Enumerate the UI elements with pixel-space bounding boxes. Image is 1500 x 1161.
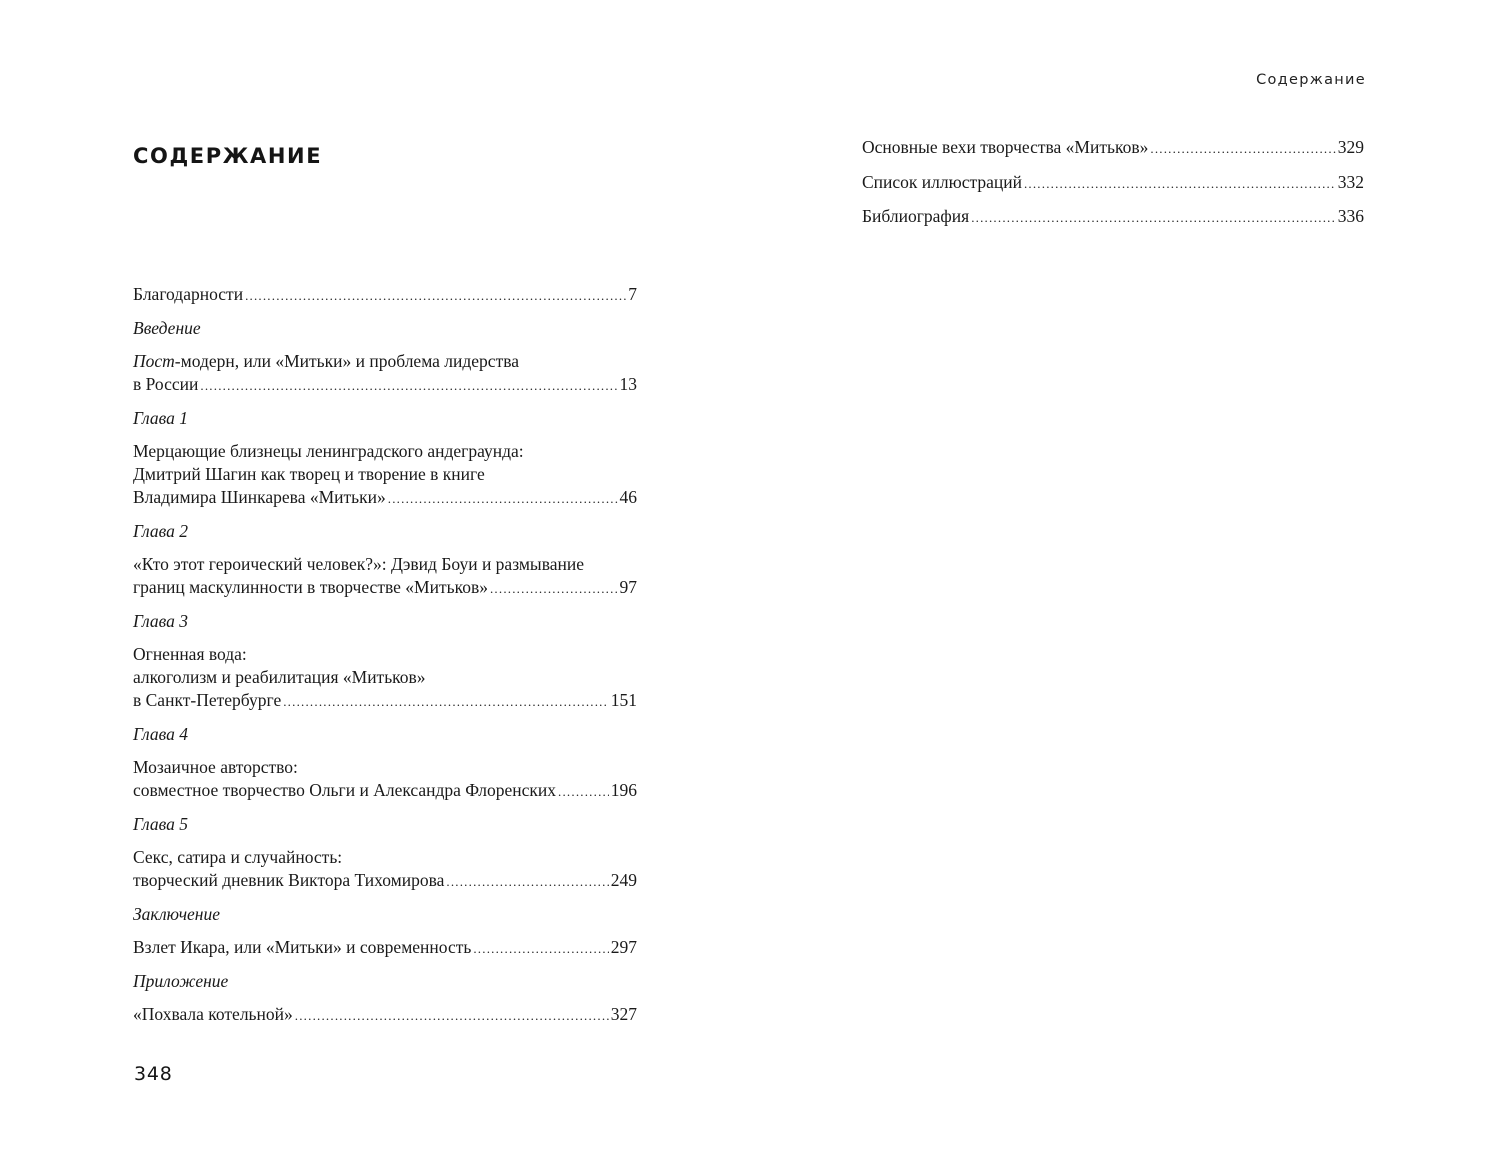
toc-entry: [133, 936, 637, 960]
toc-entry-title: Взлет Икара, или «Митьки» и современность: [133, 937, 472, 957]
toc-entry-text: -модерн, или «Митьки» и проблема лидерства: [174, 351, 520, 371]
dot-leader: [1150, 137, 1335, 160]
toc-page-number: 196: [610, 780, 637, 800]
toc-section-label: Заключение: [133, 904, 221, 924]
toc-entry-title: в Санкт-Петербурге: [133, 690, 282, 710]
toc-entry-title: Библиография: [862, 206, 970, 226]
toc-page-number: 336: [1337, 206, 1364, 226]
toc-section-label: Введение: [133, 318, 201, 338]
toc-section-label: Приложение: [133, 971, 229, 991]
toc-entry-line: [133, 350, 637, 373]
toc-entry-italic: Пост: [133, 351, 175, 371]
page-number: 348: [134, 1063, 173, 1085]
toc-page-number: 249: [610, 870, 637, 890]
toc-entry: [133, 440, 637, 510]
toc-page-number: 332: [1337, 171, 1364, 192]
toc-entry-last-line: [133, 779, 637, 803]
dot-leader: [200, 374, 617, 397]
toc-entry-last-line: [133, 936, 637, 960]
toc-section-label: Глава 1: [133, 408, 188, 428]
toc-entry: [133, 283, 637, 307]
right-page: [750, 0, 1500, 1161]
dot-leader: [1024, 172, 1336, 195]
toc-entry: [133, 553, 637, 600]
toc-entry-last-line: [133, 869, 637, 893]
toc-page-number: 97: [619, 577, 637, 597]
toc-entry-title: Список иллюстраций: [862, 171, 1022, 192]
toc-entry: [133, 643, 637, 713]
toc-page-number: 327: [610, 1004, 637, 1024]
toc-entry-title: в России: [133, 374, 199, 394]
toc-page-number: 151: [610, 690, 637, 710]
dot-leader: [388, 487, 618, 510]
toc-entry-last-line: [133, 1003, 637, 1027]
toc-entry: [133, 756, 637, 803]
toc-page-number: 7: [628, 284, 637, 304]
toc-entry-line: [133, 553, 637, 576]
toc-entry-text: алкоголизм и реабилитация «Митьков»: [133, 667, 426, 687]
toc-right-column: [862, 136, 1364, 240]
toc-left-column: [133, 283, 637, 1037]
toc-page-number: 329: [1337, 137, 1364, 157]
toc-entry-last-line: [133, 373, 637, 397]
toc-entry-last-line: [133, 576, 637, 600]
toc-entry-last-line: [862, 205, 1364, 229]
toc-entry-last-line: [862, 171, 1364, 195]
toc-entry-last-line: [133, 689, 637, 713]
toc-entry-last-line: [133, 283, 637, 307]
toc-page-number: 13: [619, 374, 637, 394]
toc-entry-title: творческий дневник Виктора Тихомирова: [133, 870, 445, 890]
dot-leader: [971, 206, 1336, 229]
toc-section-label: Глава 3: [133, 611, 188, 631]
toc-page-number: 297: [610, 937, 637, 957]
toc-entry-line: [133, 643, 637, 666]
dot-leader: [295, 1004, 609, 1027]
toc-entry-last-line: [862, 136, 1364, 160]
dot-leader: [490, 577, 618, 600]
dot-leader: [446, 870, 608, 893]
toc-entry: [862, 136, 1364, 160]
toc-entry-title: Благодарности: [133, 284, 244, 304]
running-head: Содержание: [1256, 72, 1366, 88]
toc-entry-title: «Похвала котельной»: [133, 1004, 293, 1024]
toc-entry-line: [133, 463, 637, 486]
toc-entry: [862, 205, 1364, 229]
toc-entry-text: Мерцающие близнецы ленинградского андеграунда:: [133, 441, 524, 461]
toc-entry-text: Огненная вода:: [133, 644, 247, 664]
toc-entry-line: [133, 846, 637, 869]
toc-section-label: Глава 5: [133, 814, 188, 834]
toc-entry-title: совместное творчество Ольги и Александра Флоренских: [133, 780, 557, 800]
toc-entry: [862, 171, 1364, 195]
toc-entry: [133, 846, 637, 893]
toc-entry-line: [133, 666, 637, 689]
toc-entry-title: границ маскулинности в творчестве «Митьков»: [133, 577, 488, 597]
toc-entry-last-line: [133, 486, 637, 510]
toc-entry-text: Дмитрий Шагин как творец и творение в книге: [133, 464, 485, 484]
toc-entry-line: [133, 756, 637, 779]
toc-section-label: Глава 4: [133, 724, 188, 744]
toc-entry: [133, 1003, 637, 1027]
dot-leader: [473, 937, 608, 960]
dot-leader: [558, 780, 609, 803]
toc-section-label: Глава 2: [133, 521, 188, 541]
toc-entry-title: Основные вехи творчества «Митьков»: [862, 137, 1149, 157]
section-title: СОДЕРЖАНИЕ: [133, 144, 323, 168]
dot-leader: [245, 284, 626, 307]
toc-entry-text: Секс, сатира и случайность:: [133, 847, 343, 867]
toc-entry: [133, 350, 637, 397]
toc-entry-line: [133, 440, 637, 463]
dot-leader: [283, 690, 609, 713]
toc-entry-text: Мозаичное авторство:: [133, 757, 298, 777]
toc-page-number: 46: [619, 487, 637, 507]
toc-entry-text: «Кто этот героический человек?»: Дэвид Боуи и размывание: [133, 554, 584, 574]
toc-entry-title: Владимира Шинкарева «Митьки»: [133, 487, 386, 507]
